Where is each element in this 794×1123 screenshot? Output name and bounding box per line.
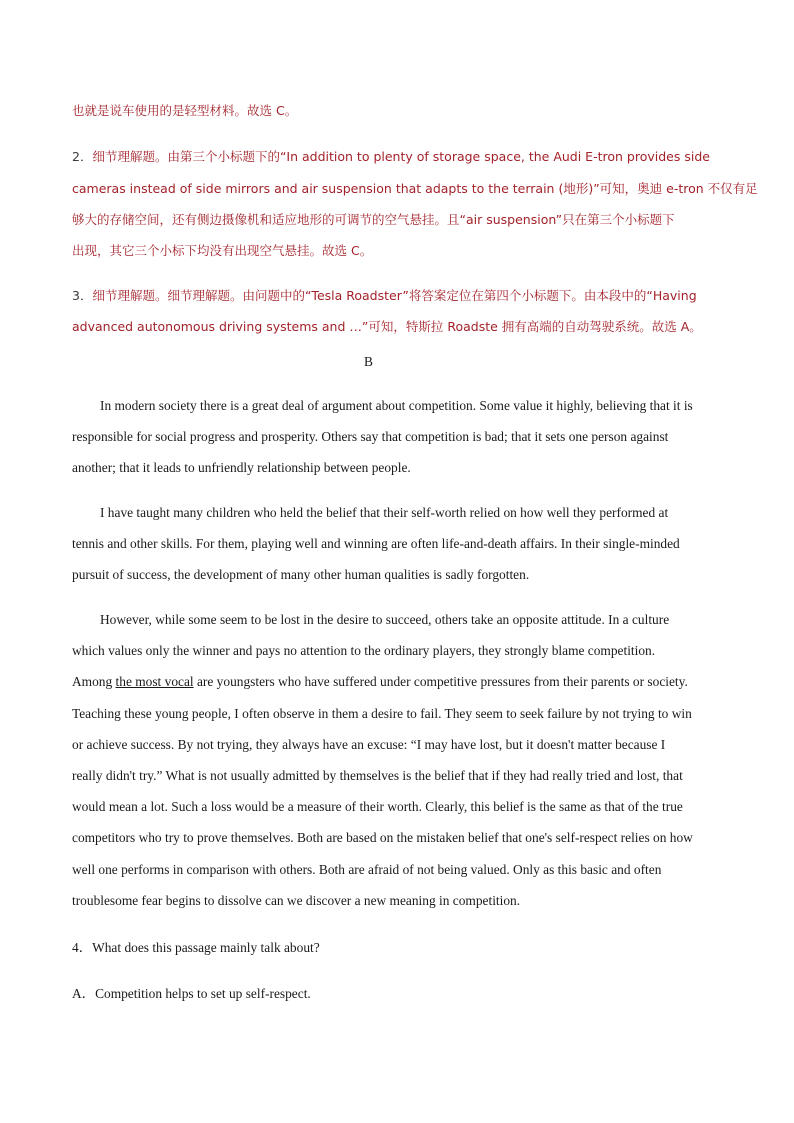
answer-3-line-2: advanced autonomous driving systems and …”可知，特斯拉 Roadste 拥有高端的自动驾驶系统。故选 A。: [72, 319, 702, 334]
passage-p3-line-10: troublesome fear begins to dissolve can we discover a new meaning in competition.: [72, 893, 521, 908]
answer-2-line-4: 出现，其它三个小标下均没有出现空气悬挂。故选 C。: [72, 243, 373, 258]
answer-2-line-3: 够大的存储空间，还有侧边摄像机和适应地形的可调节的空气悬挂。且“air suspension”只在第三个小标题下: [72, 212, 675, 227]
passage-p3-line-3-post: are youngsters who have suffered under competitive pressures from their parents or society.: [193, 674, 688, 689]
question-4: [72, 937, 320, 956]
passage-p3-line-7: would mean a lot. Such a loss would be a measure of their worth. Clearly, this belief is the same as that of the true: [72, 799, 683, 814]
passage-p3-line-6: really didn't try.” What is not usually admitted by themselves is the belief that if they had really tried and lost, that: [72, 768, 683, 783]
passage-p1-line-3: another; that it leads to unfriendly relationship between people.: [72, 460, 411, 475]
answer-2-line-1: [72, 147, 710, 165]
answer-2-number: 2．: [72, 149, 93, 164]
passage-p3-line-1: However, while some seem to be lost in the desire to succeed, others take an opposite attitude. In a culture: [100, 612, 670, 627]
section-label: B: [364, 354, 373, 369]
passage-p3-line-4: Teaching these young people, I often observe in them a desire to fail. They seem to seek failure by not trying to win: [72, 706, 692, 721]
passage-p3-line-5: or achieve success. By not trying, they always have an excuse: “I may have lost, but it doesn't matter because I: [72, 737, 666, 752]
option-a: [72, 983, 311, 1002]
answer-2-text-1: 细节理解题。由第三个小标题下的“In addition to plenty of storage space, the Audi E-tron provides side: [92, 149, 710, 164]
passage-p3-line-9: well one performs in comparison with others. Both are afraid of not being valued. Only as this basic and often: [72, 862, 662, 877]
passage-p1-line-2: responsible for social progress and prosperity. Others say that competition is bad; that it sets one person against: [72, 429, 669, 444]
passage-p2-line-1: I have taught many children who held the belief that their self-worth relied on how well they performed at: [100, 505, 669, 520]
option-a-text: Competition helps to set up self-respect.: [95, 986, 311, 1001]
answer-2-line-2: cameras instead of side mirrors and air suspension that adapts to the terrain (地形)”可知，奥迪 e-tron 不仅有足: [72, 181, 758, 196]
passage-p3-line-8: competitors who try to prove themselves. Both are based on the mistaken belief that one's self-respect relies on how: [72, 830, 693, 845]
underlined-phrase: the most vocal: [115, 674, 194, 689]
passage-p3-line-3-pre: Among: [72, 674, 116, 689]
answer-3-number: 3．: [72, 288, 93, 303]
answer-1-tail: 也就是说车使用的是轻型材料。故选 C。: [72, 103, 298, 118]
question-number: 4．: [72, 940, 93, 955]
answer-3-line-1: [72, 286, 697, 304]
answer-3-text-1: 细节理解题。细节理解题。由问题中的“Tesla Roadster”将答案定位在第四个小标题下。由本段中的“Having: [92, 288, 697, 303]
passage-p1-line-1: In modern society there is a great deal of argument about competition. Some value it highly, believing that it is: [100, 398, 693, 413]
passage-p2-line-3: pursuit of success, the development of many other human qualities is sadly forgotten.: [72, 567, 530, 582]
question-text: What does this passage mainly talk about?: [92, 940, 320, 955]
passage-p2-line-2: tennis and other skills. For them, playing well and winning are often life-and-death affairs. In their single-minded: [72, 536, 680, 551]
passage-p3-line-2: which values only the winner and pays no attention to the ordinary players, they strongly blame competition.: [72, 643, 656, 658]
option-a-label: A．: [72, 986, 96, 1001]
passage-p3-line-3: [72, 674, 688, 690]
